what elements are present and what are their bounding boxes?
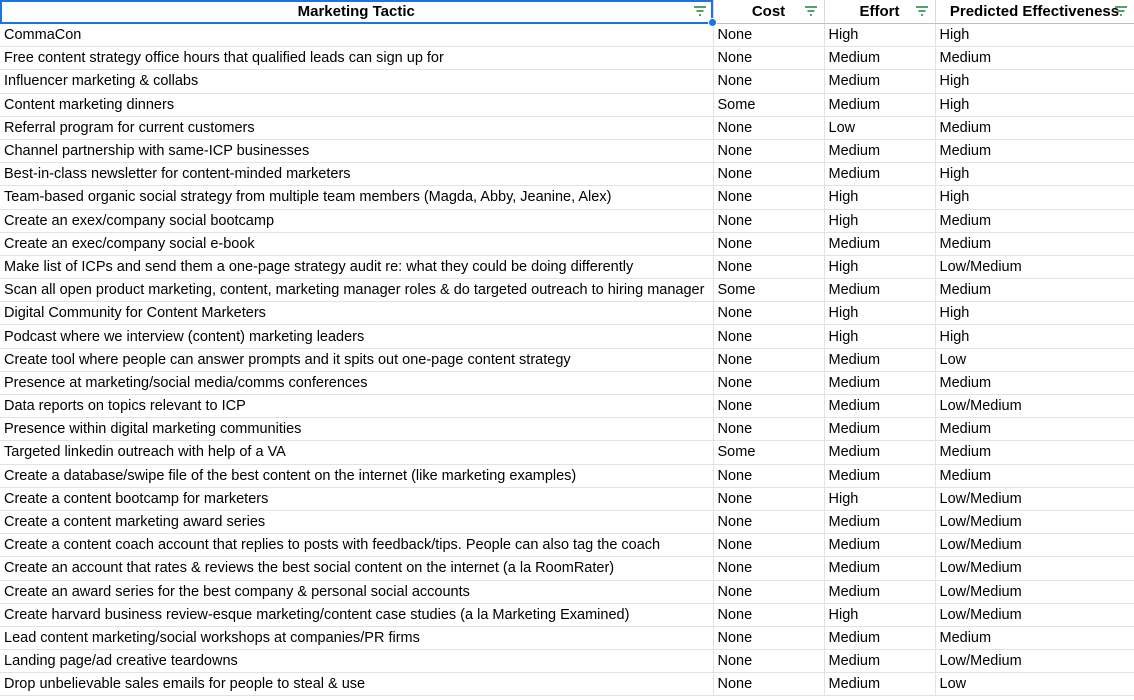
cell-cost[interactable]: None [713,464,824,487]
cell-tactic[interactable]: Create tool where people can answer prompts and it spits out one-page content strategy [0,348,713,371]
cell-effectiveness[interactable]: Medium [935,464,1134,487]
cell-effectiveness[interactable]: Low/Medium [935,510,1134,533]
cell-cost[interactable]: Some [713,441,824,464]
cell-effectiveness[interactable]: High [935,70,1134,93]
cell-tactic[interactable]: Create an award series for the best company & personal social accounts [0,580,713,603]
cell-cost[interactable]: None [713,186,824,209]
header-label: Cost [751,3,786,20]
cell-effectiveness[interactable]: Low/Medium [935,603,1134,626]
cell-cost[interactable]: None [713,557,824,580]
cell-effectiveness[interactable]: Medium [935,626,1134,649]
filter-icon[interactable] [1114,4,1128,18]
table-row [0,232,1134,255]
cell-effectiveness[interactable]: Low [935,348,1134,371]
cell-tactic[interactable]: Create an exec/company social e-book [0,232,713,255]
cell-tactic[interactable]: Create an account that rates & reviews the best social content on the internet (a la RoomRater) [0,557,713,580]
cell-cost[interactable]: None [713,255,824,278]
cell-tactic[interactable]: Lead content marketing/social workshops at companies/PR firms [0,626,713,649]
table-row [0,302,1134,325]
cell-cost[interactable]: None [713,302,824,325]
cell-tactic[interactable]: Channel partnership with same-ICP businesses [0,139,713,162]
cell-effectiveness[interactable]: Low/Medium [935,650,1134,673]
cell-tactic[interactable]: Data reports on topics relevant to ICP [0,395,713,418]
header-predicted-effectiveness[interactable] [935,0,1134,24]
cell-effort[interactable]: High [824,603,935,626]
cell-effectiveness[interactable]: Medium [935,418,1134,441]
cell-effort[interactable]: Medium [824,650,935,673]
table-row [0,418,1134,441]
header-cost[interactable] [713,0,824,24]
cell-tactic[interactable]: Content marketing dinners [0,93,713,116]
cell-effectiveness[interactable]: Medium [935,232,1134,255]
table-row [0,487,1134,510]
cell-cost[interactable]: None [713,163,824,186]
cell-effort[interactable]: Medium [824,348,935,371]
table-row [0,116,1134,139]
table-row [0,603,1134,626]
cell-effectiveness[interactable]: Medium [935,371,1134,394]
table-row [0,441,1134,464]
cell-effort[interactable]: High [824,325,935,348]
cell-effort[interactable]: Medium [824,47,935,70]
table-row [0,673,1134,696]
cell-effort[interactable]: Medium [824,673,935,696]
cell-tactic[interactable]: Podcast where we interview (content) marketing leaders [0,325,713,348]
header-label: Predicted Effectiveness [949,3,1120,20]
cell-effort[interactable]: Medium [824,580,935,603]
cell-effort[interactable]: Medium [824,70,935,93]
cell-effort[interactable]: Medium [824,371,935,394]
table-row [0,93,1134,116]
cell-tactic[interactable]: Presence at marketing/social media/comms conferences [0,371,713,394]
table-row [0,348,1134,371]
table-row [0,650,1134,673]
cell-cost[interactable]: None [713,24,824,47]
cell-tactic[interactable]: Create a content bootcamp for marketers [0,487,713,510]
cell-tactic[interactable]: Create a content coach account that replies to posts with feedback/tips. People can also tag the coach [0,534,713,557]
cell-cost[interactable]: Some [713,279,824,302]
table-row [0,580,1134,603]
cell-tactic[interactable]: Create a database/swipe file of the best content on the internet (like marketing examples) [0,464,713,487]
table-row [0,279,1134,302]
cell-cost[interactable]: None [713,139,824,162]
filter-icon[interactable] [804,4,818,18]
cell-effectiveness[interactable]: High [935,93,1134,116]
cell-effort[interactable]: Medium [824,626,935,649]
cell-tactic[interactable]: Create a content marketing award series [0,510,713,533]
cell-cost[interactable]: None [713,534,824,557]
cell-effort[interactable]: High [824,209,935,232]
cell-cost[interactable]: None [713,395,824,418]
table-row [0,186,1134,209]
cell-tactic[interactable]: Team-based organic social strategy from multiple team members (Magda, Abby, Jeanine, Alex) [0,186,713,209]
cell-cost[interactable]: None [713,418,824,441]
table-row [0,464,1134,487]
cell-effectiveness[interactable]: Low/Medium [935,395,1134,418]
cell-effectiveness[interactable]: Low/Medium [935,534,1134,557]
cell-tactic[interactable]: Referral program for current customers [0,116,713,139]
cell-effort[interactable]: High [824,186,935,209]
table-row [0,534,1134,557]
cell-cost[interactable]: None [713,70,824,93]
cell-cost[interactable]: None [713,510,824,533]
cell-effectiveness[interactable]: Low/Medium [935,557,1134,580]
table-row [0,24,1134,47]
cell-effectiveness[interactable]: Low/Medium [935,487,1134,510]
cell-cost[interactable]: None [713,325,824,348]
cell-tactic[interactable]: Scan all open product marketing, content, marketing manager roles & do targeted outreach to hiring manager [0,279,713,302]
cell-effort[interactable]: Medium [824,139,935,162]
header-effort[interactable] [824,0,935,24]
cell-cost[interactable]: None [713,348,824,371]
header-label: Marketing Tactic [297,3,415,20]
cell-effort[interactable]: Medium [824,395,935,418]
cell-effort[interactable]: Medium [824,418,935,441]
cell-effectiveness[interactable]: High [935,302,1134,325]
cell-tactic[interactable]: Best-in-class newsletter for content-minded marketers [0,163,713,186]
table-row [0,139,1134,162]
table-row [0,371,1134,394]
header-row [0,0,1134,24]
cell-effort[interactable]: High [824,255,935,278]
cell-effectiveness[interactable]: Low/Medium [935,580,1134,603]
table-row [0,395,1134,418]
cell-effectiveness[interactable]: Medium [935,139,1134,162]
cell-effectiveness[interactable]: High [935,325,1134,348]
table-row [0,325,1134,348]
cell-cost[interactable]: Some [713,93,824,116]
cell-effectiveness[interactable]: Medium [935,116,1134,139]
cell-effort[interactable]: High [824,302,935,325]
selection-fill-handle[interactable] [708,18,717,27]
cell-effort[interactable]: Medium [824,534,935,557]
cell-tactic[interactable]: Targeted linkedin outreach with help of a VA [0,441,713,464]
cell-tactic[interactable]: Create harvard business review-esque marketing/content case studies (a la Marketing Examined) [0,603,713,626]
table-row [0,163,1134,186]
cell-effectiveness[interactable]: Medium [935,209,1134,232]
cell-tactic[interactable]: Make list of ICPs and send them a one-page strategy audit re: what they could be doing differently [0,255,713,278]
cell-effort[interactable]: Low [824,116,935,139]
cell-cost[interactable]: None [713,209,824,232]
cell-cost[interactable]: None [713,232,824,255]
table-row [0,557,1134,580]
cell-tactic[interactable]: Influencer marketing & collabs [0,70,713,93]
cell-effort[interactable]: Medium [824,279,935,302]
cell-effort[interactable]: Medium [824,464,935,487]
table-row [0,70,1134,93]
cell-cost[interactable]: None [713,487,824,510]
cell-effectiveness[interactable]: High [935,24,1134,47]
cell-effort[interactable]: Medium [824,232,935,255]
cell-effectiveness[interactable]: Low/Medium [935,255,1134,278]
cell-effectiveness[interactable]: Medium [935,441,1134,464]
cell-effectiveness[interactable]: Medium [935,47,1134,70]
cell-cost[interactable]: None [713,116,824,139]
cell-effort[interactable]: Medium [824,441,935,464]
table-row [0,255,1134,278]
cell-cost[interactable]: None [713,650,824,673]
cell-cost[interactable]: None [713,603,824,626]
cell-effectiveness[interactable]: High [935,186,1134,209]
table-row [0,510,1134,533]
cell-effort[interactable]: Medium [824,557,935,580]
cell-cost[interactable]: None [713,673,824,696]
cell-tactic[interactable]: Drop unbelievable sales emails for people to steal & use [0,673,713,696]
cell-effectiveness[interactable]: High [935,163,1134,186]
cell-tactic[interactable]: Create an exex/company social bootcamp [0,209,713,232]
cell-cost[interactable]: None [713,626,824,649]
cell-tactic[interactable]: Landing page/ad creative teardowns [0,650,713,673]
table-row [0,626,1134,649]
cell-effort[interactable]: Medium [824,510,935,533]
cell-tactic[interactable]: Digital Community for Content Marketers [0,302,713,325]
cell-tactic[interactable]: CommaCon [0,24,713,47]
cell-tactic[interactable]: Presence within digital marketing communities [0,418,713,441]
cell-cost[interactable]: None [713,371,824,394]
header-label: Effort [859,3,900,20]
cell-cost[interactable]: None [713,580,824,603]
header-marketing-tactic[interactable] [0,0,713,24]
table-row [0,209,1134,232]
cell-effectiveness[interactable]: Medium [935,279,1134,302]
cell-effort[interactable]: High [824,24,935,47]
filter-icon[interactable] [693,4,707,18]
cell-effectiveness[interactable]: Low [935,673,1134,696]
cell-effort[interactable]: Medium [824,93,935,116]
cell-tactic[interactable]: Free content strategy office hours that qualified leads can sign up for [0,47,713,70]
cell-effort[interactable]: Medium [824,163,935,186]
table-row [0,47,1134,70]
cell-effort[interactable]: High [824,487,935,510]
cell-cost[interactable]: None [713,47,824,70]
filter-icon[interactable] [915,4,929,18]
table-body [0,24,1134,696]
